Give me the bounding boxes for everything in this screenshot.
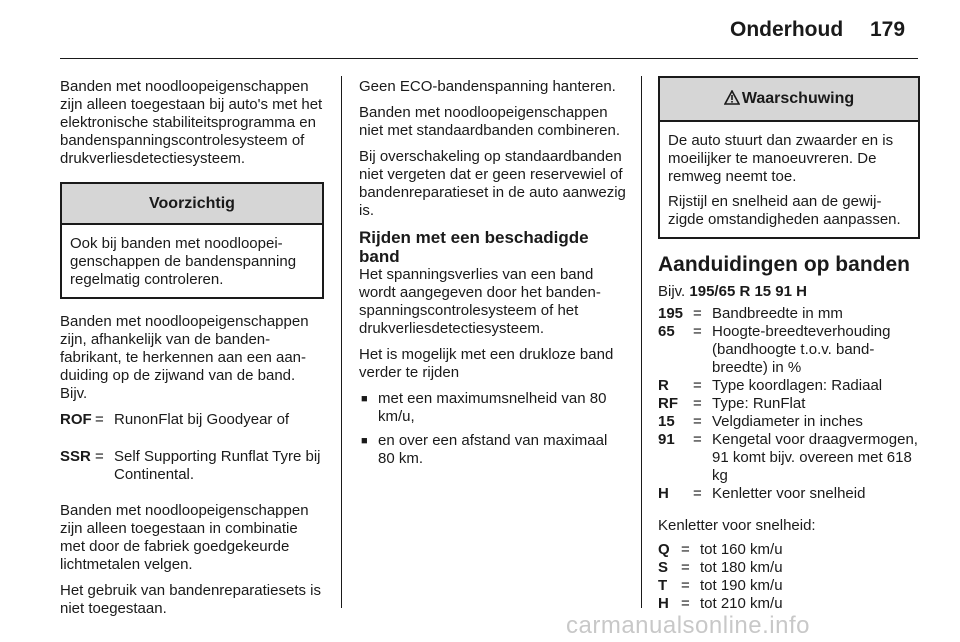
bullet-text: met een maximumsnelheid van 80 km/u, — [378, 390, 607, 425]
definition-row — [658, 485, 920, 503]
column-left — [60, 78, 324, 626]
header-divider — [60, 58, 918, 59]
warning-text: Rijstijl en snelheid aan de gewijzigde omstandigheden aanpassen. — [668, 193, 901, 228]
definition-equals: = — [681, 559, 690, 576]
example-code: 195/65 R 15 91 H — [689, 283, 807, 300]
warning-title — [660, 78, 918, 122]
paragraph: Banden met noodloopeigenschappen zijn, afhankelijk van de bandenfabrikant, te herkennen aan een aanduiding op de zijwand van de band. Bijv. — [60, 313, 309, 402]
definition-description: Type: RunFlat — [712, 395, 806, 412]
watermark: carmanualsonline.info — [566, 612, 810, 639]
paragraph: Banden met noodloopeigenschappen zijn alleen toegestaan bij auto's met het elektronische stabiliteitsprogramma en bandenspanningscontrolesysteem of drukverliesdetectiesysteem. — [60, 78, 323, 167]
section-heading: Rijden met een beschadigde band — [359, 228, 589, 266]
definition-row — [658, 413, 920, 431]
definition-description: RunonFlat bij Goodyear of — [114, 411, 290, 428]
definition-row — [658, 305, 920, 323]
definition-row — [658, 541, 920, 559]
definition-row — [60, 411, 324, 429]
paragraph: Geen ECO-bandenspanning hanteren. — [359, 78, 616, 95]
section-heading: Aanduidingen op banden — [658, 253, 910, 276]
definition-description: Kenletter voor snelheid — [712, 485, 866, 502]
definition-row — [658, 595, 920, 613]
caution-box — [60, 182, 324, 299]
definition-term: H — [658, 485, 669, 502]
definition-description: tot 180 km/u — [700, 559, 783, 576]
definition-equals: = — [681, 595, 690, 612]
definition-description: Kengetal voor draagvermogen, 91 komt bijv. overeen met 618 kg — [712, 431, 918, 484]
definition-description: Type koordlagen: Radiaal — [712, 377, 883, 394]
definition-equals: = — [693, 395, 702, 412]
warning-box — [658, 76, 920, 239]
paragraph: Het gebruik van bandenreparatiesets is niet toegestaan. — [60, 582, 321, 617]
bullet-item — [359, 432, 627, 468]
bullet-item — [359, 390, 627, 426]
definition-term: SSR — [60, 448, 91, 465]
definition-term: 15 — [658, 413, 675, 430]
bullet-square-icon: ■ — [361, 393, 368, 405]
definition-equals: = — [693, 305, 702, 322]
definition-term: 195 — [658, 305, 684, 322]
definition-row — [658, 323, 920, 377]
caution-title: Voorzichtig — [62, 184, 322, 225]
caution-text: Ook bij banden met noodloopeigenschappen de bandenspanning regelmatig controleren. — [70, 235, 297, 288]
definition-description: Bandbreedte in mm — [712, 305, 843, 322]
column-right — [658, 76, 920, 613]
definition-term: H — [658, 595, 669, 612]
definition-row — [658, 559, 920, 577]
definition-equals: = — [95, 448, 104, 465]
paragraph: Bij overschakeling op standaardbanden niet vergeten dat er geen reservewiel of bandenreparatieset in de auto aanwezig is. — [359, 148, 626, 219]
column-divider — [341, 76, 342, 608]
definition-equals: = — [693, 377, 702, 394]
speed-rating-definitions — [658, 541, 920, 613]
definition-equals: = — [693, 413, 702, 430]
example-prefix: Bijv. — [658, 283, 686, 300]
definition-equals: = — [681, 577, 690, 594]
definition-row — [658, 577, 920, 595]
definition-equals: = — [95, 411, 104, 428]
column-divider — [641, 76, 642, 608]
definition-description: Velgdiameter in inches — [712, 413, 863, 430]
definition-equals: = — [693, 485, 702, 502]
definition-description: tot 160 km/u — [700, 541, 783, 558]
definition-description: tot 210 km/u — [700, 595, 783, 612]
definition-term: 91 — [658, 431, 675, 448]
tire-code-definitions — [658, 305, 920, 503]
definition-term: T — [658, 577, 668, 594]
definition-term: RF — [658, 395, 678, 412]
page-header-title: Onderhoud — [730, 18, 844, 41]
definition-equals: = — [681, 541, 690, 558]
definition-description: tot 190 km/u — [700, 577, 783, 594]
paragraph: Banden met noodloopeigenschappen zijn alleen toegestaan in combinatie met door de fabriek goedgekeurde lichtmetalen velgen. — [60, 502, 309, 573]
page-number: 179 — [870, 18, 906, 41]
definition-equals: = — [693, 431, 702, 448]
example-line — [658, 283, 920, 301]
warning-body — [660, 122, 918, 237]
paragraph: Het is mogelijk met een drukloze band verder te rijden — [359, 346, 614, 381]
definition-description: Hoogte-breedteverhouding (bandhoogte t.o.v. bandbreedte) in % — [712, 323, 891, 376]
warning-text: De auto stuurt dan zwaarder en is moeilijker te manoeuvreren. De remweg neemt toe. — [668, 132, 894, 185]
definition-row — [60, 448, 324, 484]
definition-description: Self Supporting Runflat Tyre bij Continental. — [114, 448, 321, 483]
definition-row — [658, 431, 920, 485]
definition-term: R — [658, 377, 669, 394]
column-middle — [359, 78, 627, 474]
warning-triangle-icon — [724, 90, 740, 105]
caution-body — [62, 225, 322, 297]
definition-term: S — [658, 559, 669, 576]
definition-row — [658, 395, 920, 413]
paragraph: Het spanningsverlies van een band wordt aangegeven door het bandenspanningscontrolesysteem of het drukverliesdetectiesysteem. — [359, 266, 601, 337]
definition-term: ROF — [60, 411, 92, 428]
warning-title-text: Waarschuwing — [741, 90, 855, 107]
definition-term: 65 — [658, 323, 675, 340]
paragraph: Kenletter voor snelheid: — [658, 517, 816, 534]
bullet-text: en over een afstand van maximaal 80 km. — [378, 432, 608, 467]
bullet-square-icon: ■ — [361, 435, 368, 447]
definition-term: Q — [658, 541, 670, 558]
paragraph: Banden met noodloopeigenschappen niet met standaardbanden combineren. — [359, 104, 621, 139]
definition-equals: = — [693, 323, 702, 340]
definition-row — [658, 377, 920, 395]
